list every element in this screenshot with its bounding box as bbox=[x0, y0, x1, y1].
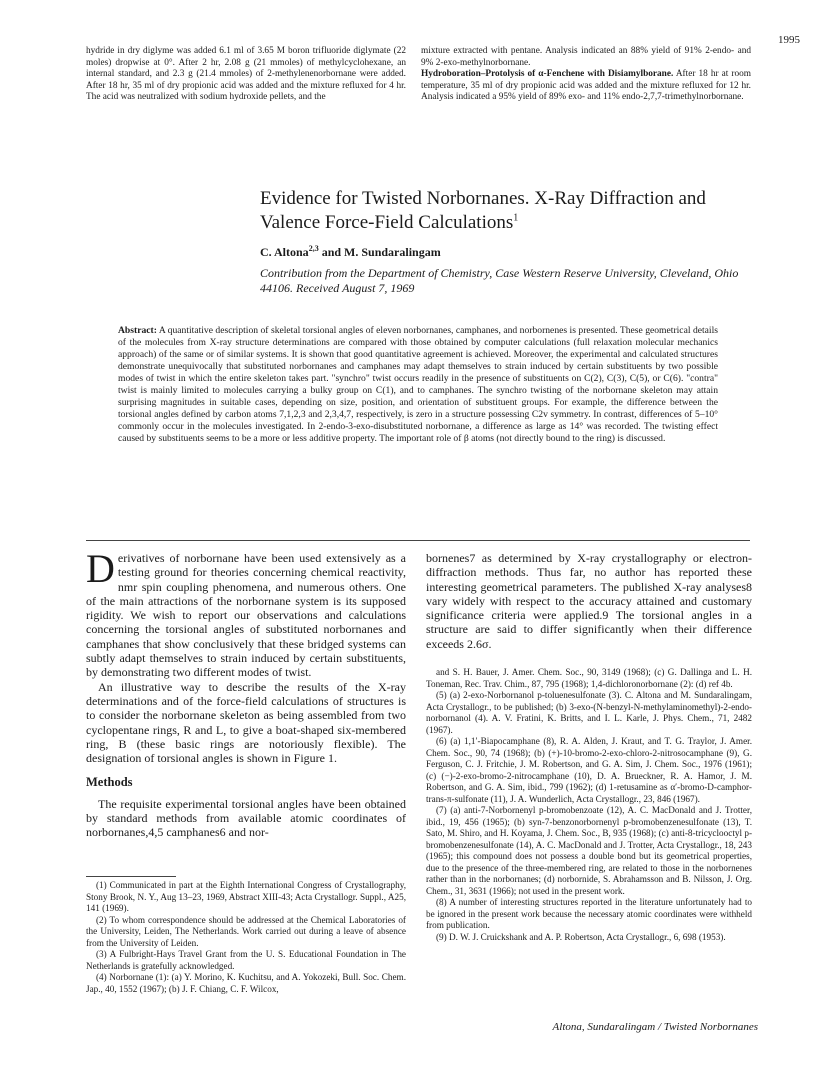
running-footer: Altona, Sundaralingam / Twisted Norbornanes bbox=[552, 1021, 758, 1033]
abstract bbox=[118, 325, 718, 445]
previous-article-subheading: Hydroboration–Protolysis of α-Fenchene with Disiamylborane. bbox=[421, 69, 674, 80]
intro-paragraph-1 bbox=[86, 546, 406, 680]
abstract-text: A quantitative description of skeletal torsional angles of eleven norbornanes, camphanes, and norbornenes is presented. These geometrical details of the molecules from X-ray structure determinations are compared with those obtained by computer calculations (full relaxation molecular mechanics approach) of the same or of similar systems. It is shown that good quantitative agreement is achieved. Moreover, the experimental and calculated structures demonstrate unequivocally that substituted norbornanes and camphanes may adapt themselves to strain induced by certain substituents by two possible modes of twist in which the entire skeleton takes part. "synchro" twist occurs readily in the presence of substituents on C(2), C(3), C(5), or C(6). "contra" twist is mainly limited to molecules carrying a bulky group on C(1), and to camphanes. The synchro twisting of the norbornane skeleton may attain surprising magnitudes in suitable cases, depending on size, position, and orientation of substituent groups. For example, the difference between the torsional angles defined by carbon atoms 7,1,2,3 and 2,3,4,7, respectively, is zero in a structure possessing C2v symmetry. In contrast, differences of 5–10° commonly occur in the molecules investigated. In 2-endo-3-exo-disubstituted norbornane, a difference as large as 14° was recorded. The twisting effect caused by substituents seems to be a more or less additive property. The important role of β atoms (not directly bound to the ring) is discussed. bbox=[118, 325, 718, 445]
methods-heading: Methods bbox=[86, 775, 133, 790]
footnote: (5) (a) 2-exo-Norbornanol p-toluenesulfonate (3). C. Altona and M. Sundaralingam, Acta Crystallogr., to be published; (b) 3-exo-(N-benzyl-N-methylaminomethyl)-2-endo-norbornanol (4). A. V. Fratini, K. Britts, and I. L. Karle, J. Phys. Chem., 71, 2482 (1967). bbox=[426, 690, 752, 735]
abstract-label: Abstract: bbox=[118, 325, 157, 336]
article-title bbox=[260, 187, 760, 235]
previous-article-left-column bbox=[86, 46, 406, 104]
footnote: (8) A number of interesting structures reported in the literature unfortunately had to be ignored in the present work because the necessary atomic coordinates were withheld from publication. bbox=[426, 897, 752, 930]
abstract-divider bbox=[86, 540, 750, 541]
footnote: (3) A Fulbright-Hays Travel Grant from the U. S. Educational Foundation in The Netherlands is gratefully acknowledged. bbox=[86, 949, 406, 971]
page-number: 1995 bbox=[778, 34, 800, 46]
right-paragraph: bornenes7 as determined by X-ray crystallography or electron-diffraction methods. Thus far, no author has reported these interesting geometrical parameters. The published X-ray analyses8 vary widely with respect to the accuracy attained and customary significance criteria were applied.9 The torsional angles in a structure are said to differ significantly when their difference exceeds 2.6σ. bbox=[426, 551, 752, 651]
previous-article-right-column bbox=[421, 46, 751, 104]
body-right-column bbox=[426, 551, 752, 651]
affiliation: Contribution from the Department of Chemistry, Case Western Reserve University, Cleveland, Ohio 44106. Received August 7, 1969 bbox=[260, 266, 739, 295]
previous-article-text: mixture extracted with pentane. Analysis indicated an 88% yield of 91% 2-endo- and 9% 2-exo-methylnorbornane. bbox=[421, 46, 751, 68]
footnote: (2) To whom correspondence should be addressed at the Chemical Laboratories of the University, Leiden, The Netherlands. Work carried out during a leave of absence from the University of Leiden. bbox=[86, 914, 406, 948]
author-footnote-marker: 2,3 bbox=[308, 244, 319, 253]
article-title-text: Evidence for Twisted Norbornanes. X-Ray Diffraction and Valence Force-Field Calculations bbox=[260, 188, 706, 233]
previous-article-text: hydride in dry diglyme was added 6.1 ml of 3.65 M boron trifluoride diglymate (22 moles) dropwise at 0°. After 2 hr, 2.08 g (21 mmoles) of methylcyclohexane, an internal standard, and 2.3 g (21.4 mmoles) of 2-methylenenorbornane were added. After 18 hr, 35 ml of dry propionic acid was added and the mixture refluxed for 4 hr. The acid was neutralized with sodium hydroxide pellets, and the bbox=[86, 46, 406, 103]
footnote: (4) Norbornane (1): (a) Y. Morino, K. Kuchitsu, and A. Yokozeki, Bull. Soc. Chem. Jap., 40, 1552 (1967); (b) J. F. Chiang, C. F. Wilcox, bbox=[86, 972, 406, 994]
intro-text: erivatives of norbornane have been used extensively as a testing ground for theories concerning chemical reactivity, nmr spin coupling phenomena, and numerous others. One of the main attractions of the norbornane system is its supposed rigidity. We wish to report our observations and calculations concerning the torsional angles of substituted norbornanes and camphanes that show conclusively that these bridged systems can subtly adapt themselves to strain induced by certain substituents, by demonstrating two different modes of twist. bbox=[86, 551, 406, 680]
authors bbox=[260, 245, 441, 260]
title-footnote-marker: 1 bbox=[513, 212, 519, 224]
body-left-column bbox=[86, 546, 406, 840]
footnote: (6) (a) 1,1′-Biapocamphane (8), R. A. Alden, J. Kraut, and T. G. Traylor, J. Amer. Chem. Soc., 90, 74 (1968); (b) (+)-10-bromo-2-exo-chloro-2-nitrosocamphane (9), G. Ferguson, C. J. Fritchie, J. M. Robertson, and G. A. Sim, J. Chem. Soc., 1976 (1961); (c) (−)-2-exo-bromo-2-nitrocamphane (10), D. A. Brueckner, R. A. Hamor, J. M. Robertson, and G. A. Sim, ibid., 799 (1962); (d) 1-retusamine as α′-bromo-D-camphor-trans-π-sulfonate (11), J. A. Wunderlich, Acta Crystallogr., 23, 846 (1967). bbox=[426, 736, 752, 804]
footnote-divider bbox=[86, 876, 176, 877]
author-altona: C. Altona bbox=[260, 245, 309, 259]
footnotes-left bbox=[86, 880, 406, 995]
drop-cap: D bbox=[86, 546, 115, 591]
footnote: (9) D. W. J. Cruickshank and A. P. Robertson, Acta Crystallogr., 6, 698 (1953). bbox=[436, 931, 726, 942]
methods-paragraph: The requisite experimental torsional angles have been obtained by standard methods from available atomic coordinates of norbornanes,4,5 camphanes6 and nor- bbox=[86, 796, 406, 840]
footnote: (7) (a) anti-7-Norbornenyl p-bromobenzoate (12), A. C. MacDonald and J. Trotter, ibid., 19, 456 (1965); (b) syn-7-benzonorbornenyl p-bromobenzenesulfonate (13), T. Sato, M. Shiro, and H. Koyama, J. Chem. Soc., B, 935 (1968); (c) anti-8-tricyclooctyl p-bromobenzenesulfonate (14), A. C. MacDonald and J. Trotter, Acta Crystallogr., 18, 243 (1965); this compound does not possess a double bond but its geometrical properties, due to the presence of the three-membered ring, are related to those in the norbornenes rather than in the norbornanes; (d) norbornide, S. Abrahamsson and B. Nilsson, J. Org. Chem., 31, 3631 (1966); not used in the present work. bbox=[426, 805, 752, 896]
intro-paragraph-2: An illustrative way to describe the results of the X-ray determinations and of the force-field calculations of structures is to consider the norbornane skeleton as being assembled from two cyclopentane rings, R and L, to give a boat-shaped six-membered ring, B (these basic rings are notoriously flexible). The designation of torsional angles is shown in Figure 1. bbox=[86, 679, 406, 766]
previous-article-text: After 18 hr at room temperature, 35 ml of dry propionic acid was added and the mixture refluxed for 12 hr. Analysis indicated a 95% yield of 89% exo- and 11% endo-2,7,7-trimethylnorbornane. bbox=[421, 69, 752, 103]
footnote: (1) Communicated in part at the Eighth International Congress of Crystallography, Stony Brook, N. Y., Aug 13–23, 1969, Abstract XIII-43; Acta Crystallogr. Suppl., A25, 141 (1969). bbox=[86, 880, 406, 913]
author-sundaralingam: and M. Sundaralingam bbox=[318, 245, 441, 259]
footnotes-right bbox=[426, 667, 752, 943]
footnote: and S. H. Bauer, J. Amer. Chem. Soc., 90, 3149 (1968); (c) G. Dallinga and L. H. Toneman, Rec. Trav. Chim., 87, 795 (1968); 1,4-dichloronorbornane (2): (d) ref 4b. bbox=[426, 667, 752, 689]
